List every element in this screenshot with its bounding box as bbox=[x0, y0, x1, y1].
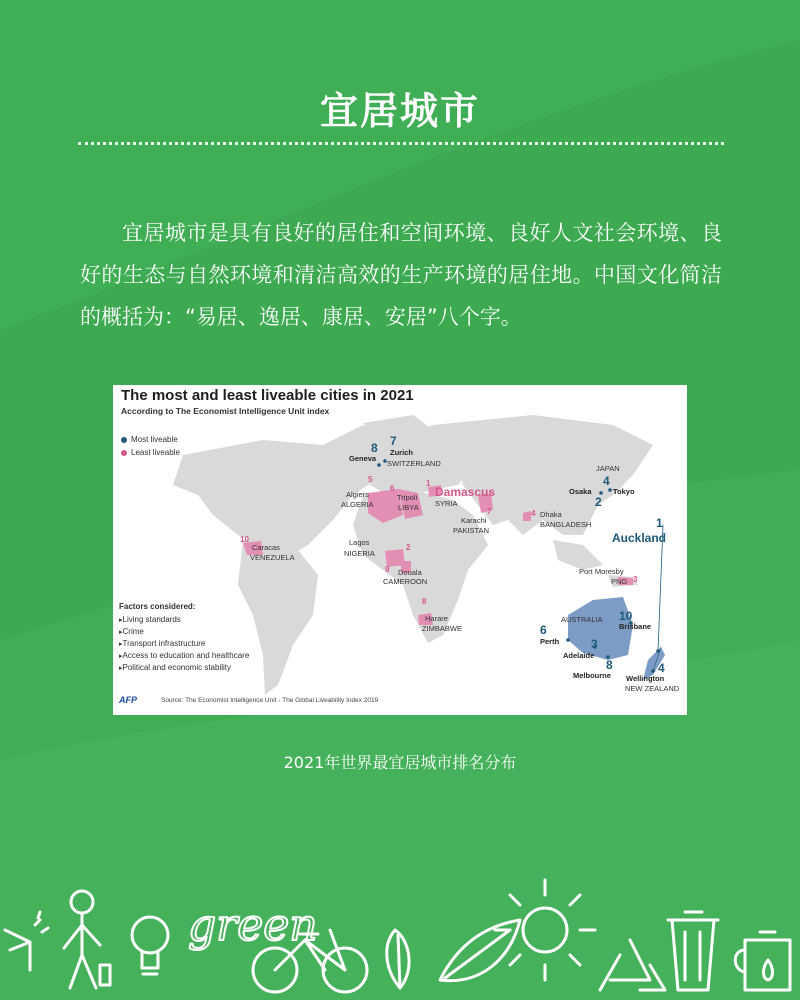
zurich-label: Zurich bbox=[390, 448, 413, 457]
switzerland-label: SWITZERLAND bbox=[387, 459, 441, 468]
port-moresby-rank: 3 bbox=[633, 575, 638, 584]
png-label: PNG bbox=[611, 577, 628, 586]
factor-item: ▸ Access to education and healthcare bbox=[119, 650, 249, 662]
legend-most-label: Most liveable bbox=[131, 435, 178, 444]
lagos-rank: 2 bbox=[406, 543, 411, 552]
legend-least-dot bbox=[121, 450, 127, 456]
algeria-label: ALGERIA bbox=[341, 500, 374, 509]
damascus-label: Damascus bbox=[435, 485, 496, 499]
damascus-rank: 1 bbox=[426, 479, 431, 488]
watering-can-icon bbox=[5, 912, 48, 970]
dotted-divider bbox=[78, 142, 724, 145]
caracas-rank: 10 bbox=[240, 535, 249, 544]
factor-item: ▸ Crime bbox=[119, 626, 249, 638]
syria-label: SYRIA bbox=[435, 499, 458, 508]
perth-dot bbox=[566, 638, 570, 642]
nigeria-label: NIGERIA bbox=[344, 549, 375, 558]
factor-item: ▸ Transport infrastructure bbox=[119, 638, 249, 650]
wellington-rank: 4 bbox=[658, 661, 665, 675]
stick-figure-icon bbox=[64, 891, 110, 988]
melbourne-label: Melbourne bbox=[573, 671, 611, 680]
factors-heading: Factors considered: bbox=[119, 602, 196, 611]
legend-most bbox=[121, 435, 178, 444]
perth-label: Perth bbox=[540, 637, 560, 646]
karachi-label: Karachi bbox=[461, 516, 487, 525]
eco-doodles bbox=[0, 870, 800, 1000]
douala-label: Douala bbox=[398, 568, 422, 577]
tokyo-rank: 4 bbox=[603, 474, 610, 488]
legend-least-label: Least liveable bbox=[131, 448, 180, 457]
bangladesh-label: BANGLADESH bbox=[540, 520, 592, 529]
tripoli-label: Tripoli bbox=[397, 493, 418, 502]
japan-label: JAPAN bbox=[596, 464, 620, 473]
tripoli-rank: 6 bbox=[390, 484, 395, 493]
port-moresby-label: Port Moresby bbox=[579, 567, 624, 576]
green-word: green bbox=[188, 900, 318, 951]
map-source: Source: The Economist Intelligence Unit - The Global Liveability Index 2019 bbox=[161, 697, 379, 704]
dhaka-label: Dhaka bbox=[540, 510, 562, 519]
legend-most-dot bbox=[121, 437, 127, 443]
lagos-label: Lagos bbox=[349, 538, 370, 547]
legend-least bbox=[121, 448, 180, 457]
algiers-rank: 5 bbox=[368, 475, 373, 484]
teapot-icon bbox=[735, 932, 790, 990]
harare-label: Harare bbox=[425, 614, 448, 623]
australia-label: AUSTRALIA bbox=[561, 615, 603, 624]
auckland-rank: 1 bbox=[656, 516, 663, 530]
brisbane-rank: 10 bbox=[619, 609, 633, 623]
libya-label: LIBYA bbox=[398, 503, 419, 512]
factor-item: ▸ Living standards bbox=[119, 614, 249, 626]
lightbulb-icon bbox=[132, 917, 168, 974]
osaka-label: Osaka bbox=[569, 487, 592, 496]
adelaide-rank: 3 bbox=[591, 637, 598, 651]
geneva-dot bbox=[377, 463, 381, 467]
sun-icon bbox=[495, 880, 595, 980]
southeast-asia-shape bbox=[553, 540, 603, 570]
wellington-label: Wellington bbox=[626, 674, 665, 683]
recycle-icon bbox=[600, 940, 665, 990]
pakistan-label: PAKISTAN bbox=[453, 526, 489, 535]
karachi-rank: 7 bbox=[487, 507, 492, 516]
zurich-rank: 7 bbox=[390, 434, 397, 448]
intro-paragraph: 宜居城市是具有良好的居住和空间环境、良好人文社会环境、良好的生态与自然环境和清洁高效的生产环境的居住地。中国文化简洁的概括为：“易居、逸居、康居、安居”八个字。 bbox=[80, 221, 722, 329]
geneva-label: Geneva bbox=[349, 454, 377, 463]
trash-can-icon bbox=[668, 912, 718, 990]
map-title: The most and least liveable cities in 2021 bbox=[121, 387, 414, 404]
adelaide-label: Adelaide bbox=[563, 651, 595, 660]
geneva-rank: 8 bbox=[371, 441, 378, 455]
tokyo-label: Tokyo bbox=[613, 487, 635, 496]
auckland-label: Auckland bbox=[612, 531, 667, 545]
melbourne-rank: 8 bbox=[606, 658, 613, 672]
zimbabwe-label: ZIMBABWE bbox=[422, 624, 463, 633]
harare-rank: 8 bbox=[422, 597, 427, 606]
dhaka-rank: 4 bbox=[531, 509, 536, 518]
afp-logo: AFP bbox=[119, 695, 137, 705]
brisbane-label: Brisbane bbox=[619, 622, 652, 631]
venezuela-label: VENEZUELA bbox=[250, 553, 295, 562]
map-caption: 2021年世界最宜居城市排名分布 bbox=[283, 753, 517, 772]
liveable-cities-map bbox=[113, 385, 687, 715]
new-zealand-label: NEW ZEALAND bbox=[625, 684, 680, 693]
factor-item: ▸ Political and economic stability bbox=[119, 662, 249, 674]
tokyo-dot bbox=[608, 488, 612, 492]
page-title: 宜居城市 bbox=[319, 89, 480, 133]
osaka-rank: 2 bbox=[595, 495, 602, 509]
perth-rank: 6 bbox=[540, 623, 547, 637]
factors-list bbox=[119, 601, 249, 674]
douala-rank: 9 bbox=[385, 565, 390, 574]
caracas-label: Caracas bbox=[252, 543, 280, 552]
map-subtitle: According to The Economist Intelligence Unit index bbox=[121, 406, 330, 416]
cameroon-label: CAMEROON bbox=[383, 577, 428, 586]
algiers-label: Algiers bbox=[346, 490, 369, 499]
